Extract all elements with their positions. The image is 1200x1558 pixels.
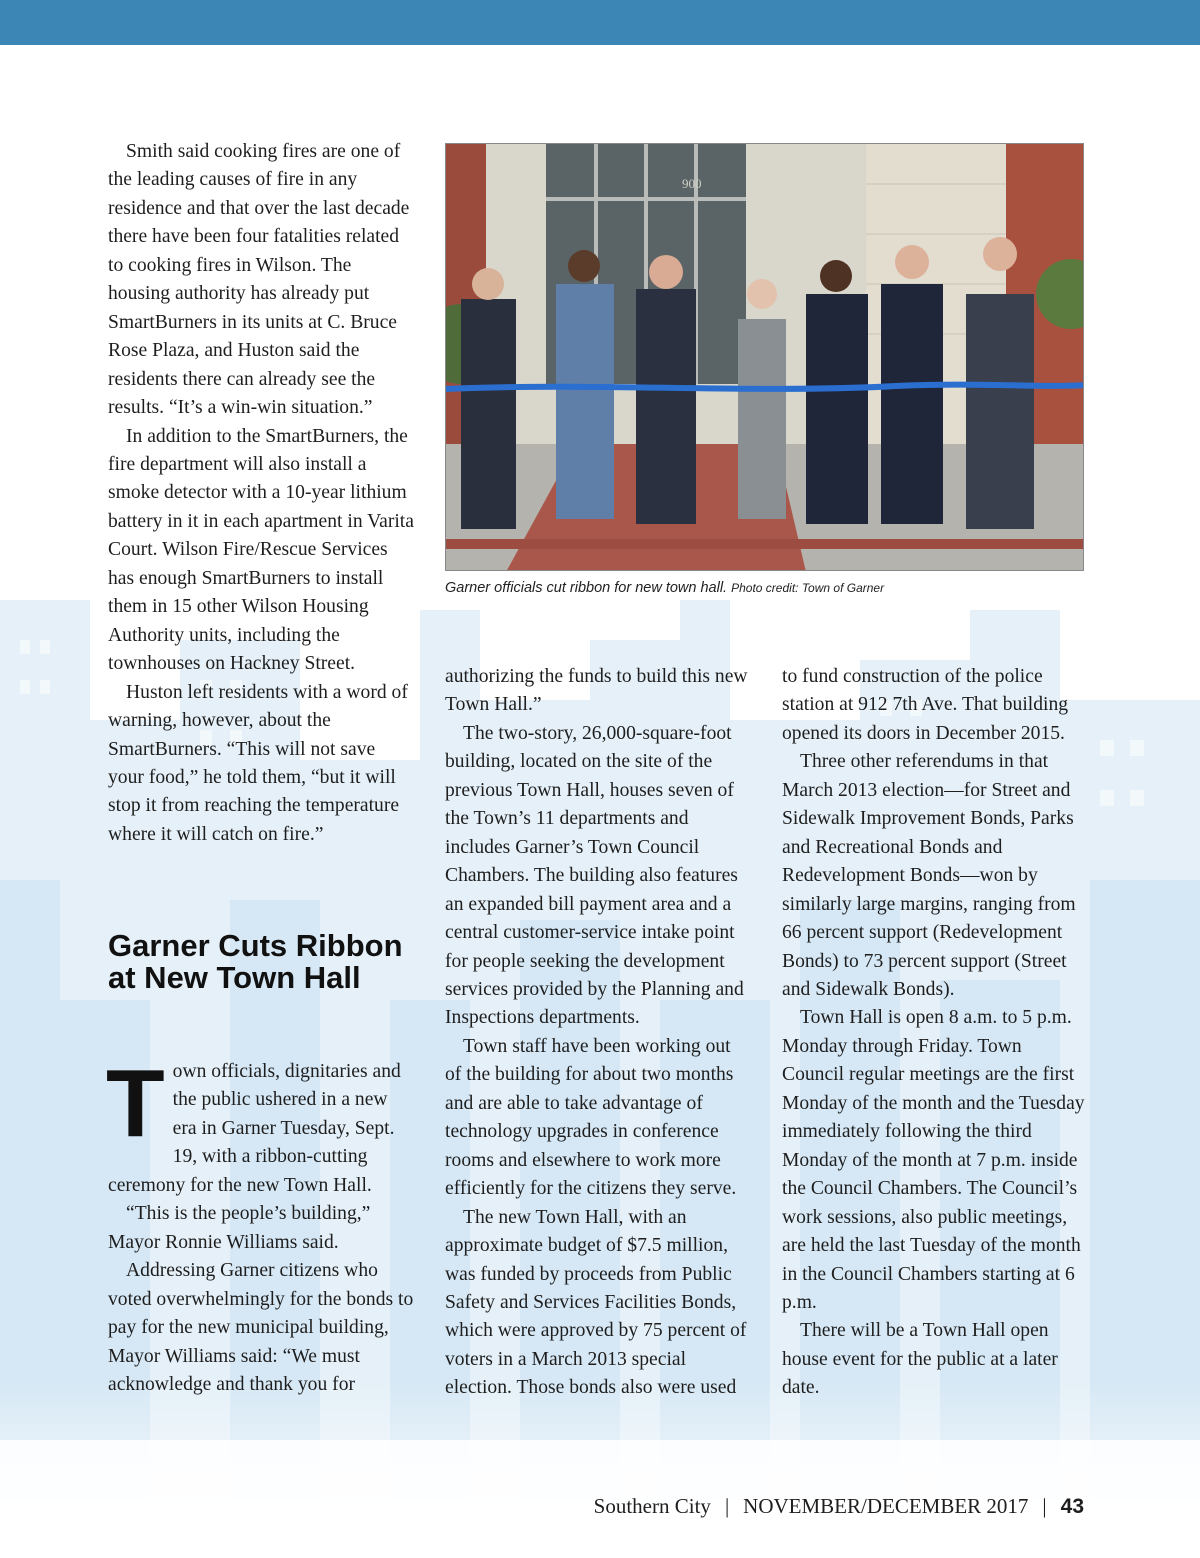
article-headline: Garner Cuts Ribbon at New Town Hall [108,928,403,995]
col2-paragraph-4: The new Town Hall, with an approximate budget of $7.5 million, was funded by proceeds from Public Safety and Services Facilities Bonds, which were approved by 75 percent of voters in a March 2013 special election. Those bonds also were used [445,1206,747,1399]
footer-separator-2: | [1042,1494,1047,1518]
footer-separator: | [724,1494,730,1518]
column-two-text [445,663,750,1403]
article-paragraph-3: Addressing Garner citizens who voted overwhelmingly for the bonds to pay for the new municipal building, Mayor Williams said: “We must acknowledge and thank you for [108,1260,414,1395]
col3-paragraph-1: to fund construction of the police station at 912 7th Ave. That building opened its doors in December 2015. [782,666,1069,744]
article-paragraph-1 [106,1050,414,1200]
col1-paragraph-3: Huston left residents with a word of warning, however, about the SmartBurners. “This will not save your food,” he told them, “but it will stop it from reaching the temperature where it will catch on fire.” [108,681,408,845]
photo-credit: Photo credit: Town of Garner [731,581,885,595]
col2-paragraph-2: The two-story, 26,000-square-foot building, located on the site of the previous Town Hall, houses seven of the Town’s 11 departments and includes Garner’s Town Council Chambers. The building also features an expanded bill payment area and a central customer-service intake point for people seeking the development services provided by the Planning and Inspections departments. [445,722,744,1029]
col2-paragraph-3: Town staff have been working out of the building for about two months and are able to take advantage of technology upgrades in conference rooms and elsewhere to work more efficiently for the citizens they serve. [445,1035,737,1200]
caption-text: Garner officials cut ribbon for new town hall. [445,580,728,596]
issue-date: NOVEMBER/DECEMBER 2017 [743,1494,1029,1518]
article-intro [106,1050,414,1399]
ribbon-cutting-illustration [446,144,1084,571]
drop-cap: T [106,1050,165,1157]
col3-paragraph-4: There will be a Town Hall open house event for the public at a later date. [782,1320,1058,1399]
magazine-name: Southern City [593,1494,711,1518]
photo-caption [445,580,1085,596]
page-footer [594,1494,1084,1519]
col3-paragraph-3: Town Hall is open 8 a.m. to 5 p.m. Monday through Friday. Town Council regular meetings are the first Monday of the month and the Tuesday immediately following the third Monday of the month at 7 p.m. inside the Council Chambers. The Council’s work sessions, also public meetings, are held the last Tuesday of the month in the Council Chambers starting at 6 p.m. [782,1007,1085,1313]
col2-paragraph-1: authorizing the funds to build this new Town Hall.” [445,666,748,716]
building-number: 900 [682,176,702,191]
article-paragraph-2: “This is the people’s building,” Mayor Ronnie Williams said. [108,1203,371,1253]
column-three-text [782,663,1087,1403]
col1-paragraph-2: In addition to the SmartBurners, the fire department will also install a smoke detector with a 10-year lithium battery in it in each apartment in Varita Court. Wilson Fire/Rescue Services has enough SmartBurners to install them in 15 other Wilson Housing Authority units, including the townhouses on Hackney Street. [108,425,414,675]
column-one-text [108,138,414,849]
ribbon-cutting-photo [445,143,1084,571]
col1-paragraph-1: Smith said cooking fires are one of the leading causes of fire in any residence and that over the last decade there have been four fatalities related to cooking fires in Wilson. The housing authority has already put SmartBurners in its units at C. Bruce Rose Plaza, and Huston said the residents there can already see the results. “It’s a win-win situation.” [108,141,410,419]
page-number: 43 [1060,1495,1084,1518]
col3-paragraph-2: Three other referendums in that March 2013 election—for Street and Sidewalk Improvement Bonds, Parks and Recreational Bonds and Redevelopment Bonds—won by similarly large margins, ranging from 66 percent support (Redevelopment Bonds) to 73 percent support (Street and Sidewalk Bonds). [782,751,1076,1000]
article-paragraph-1-text: own officials, dignitaries and the public ushered in a new era in Garner Tuesday, Sept. 19, with a ribbon-cutting ceremony for the new Town Hall. [108,1061,401,1196]
